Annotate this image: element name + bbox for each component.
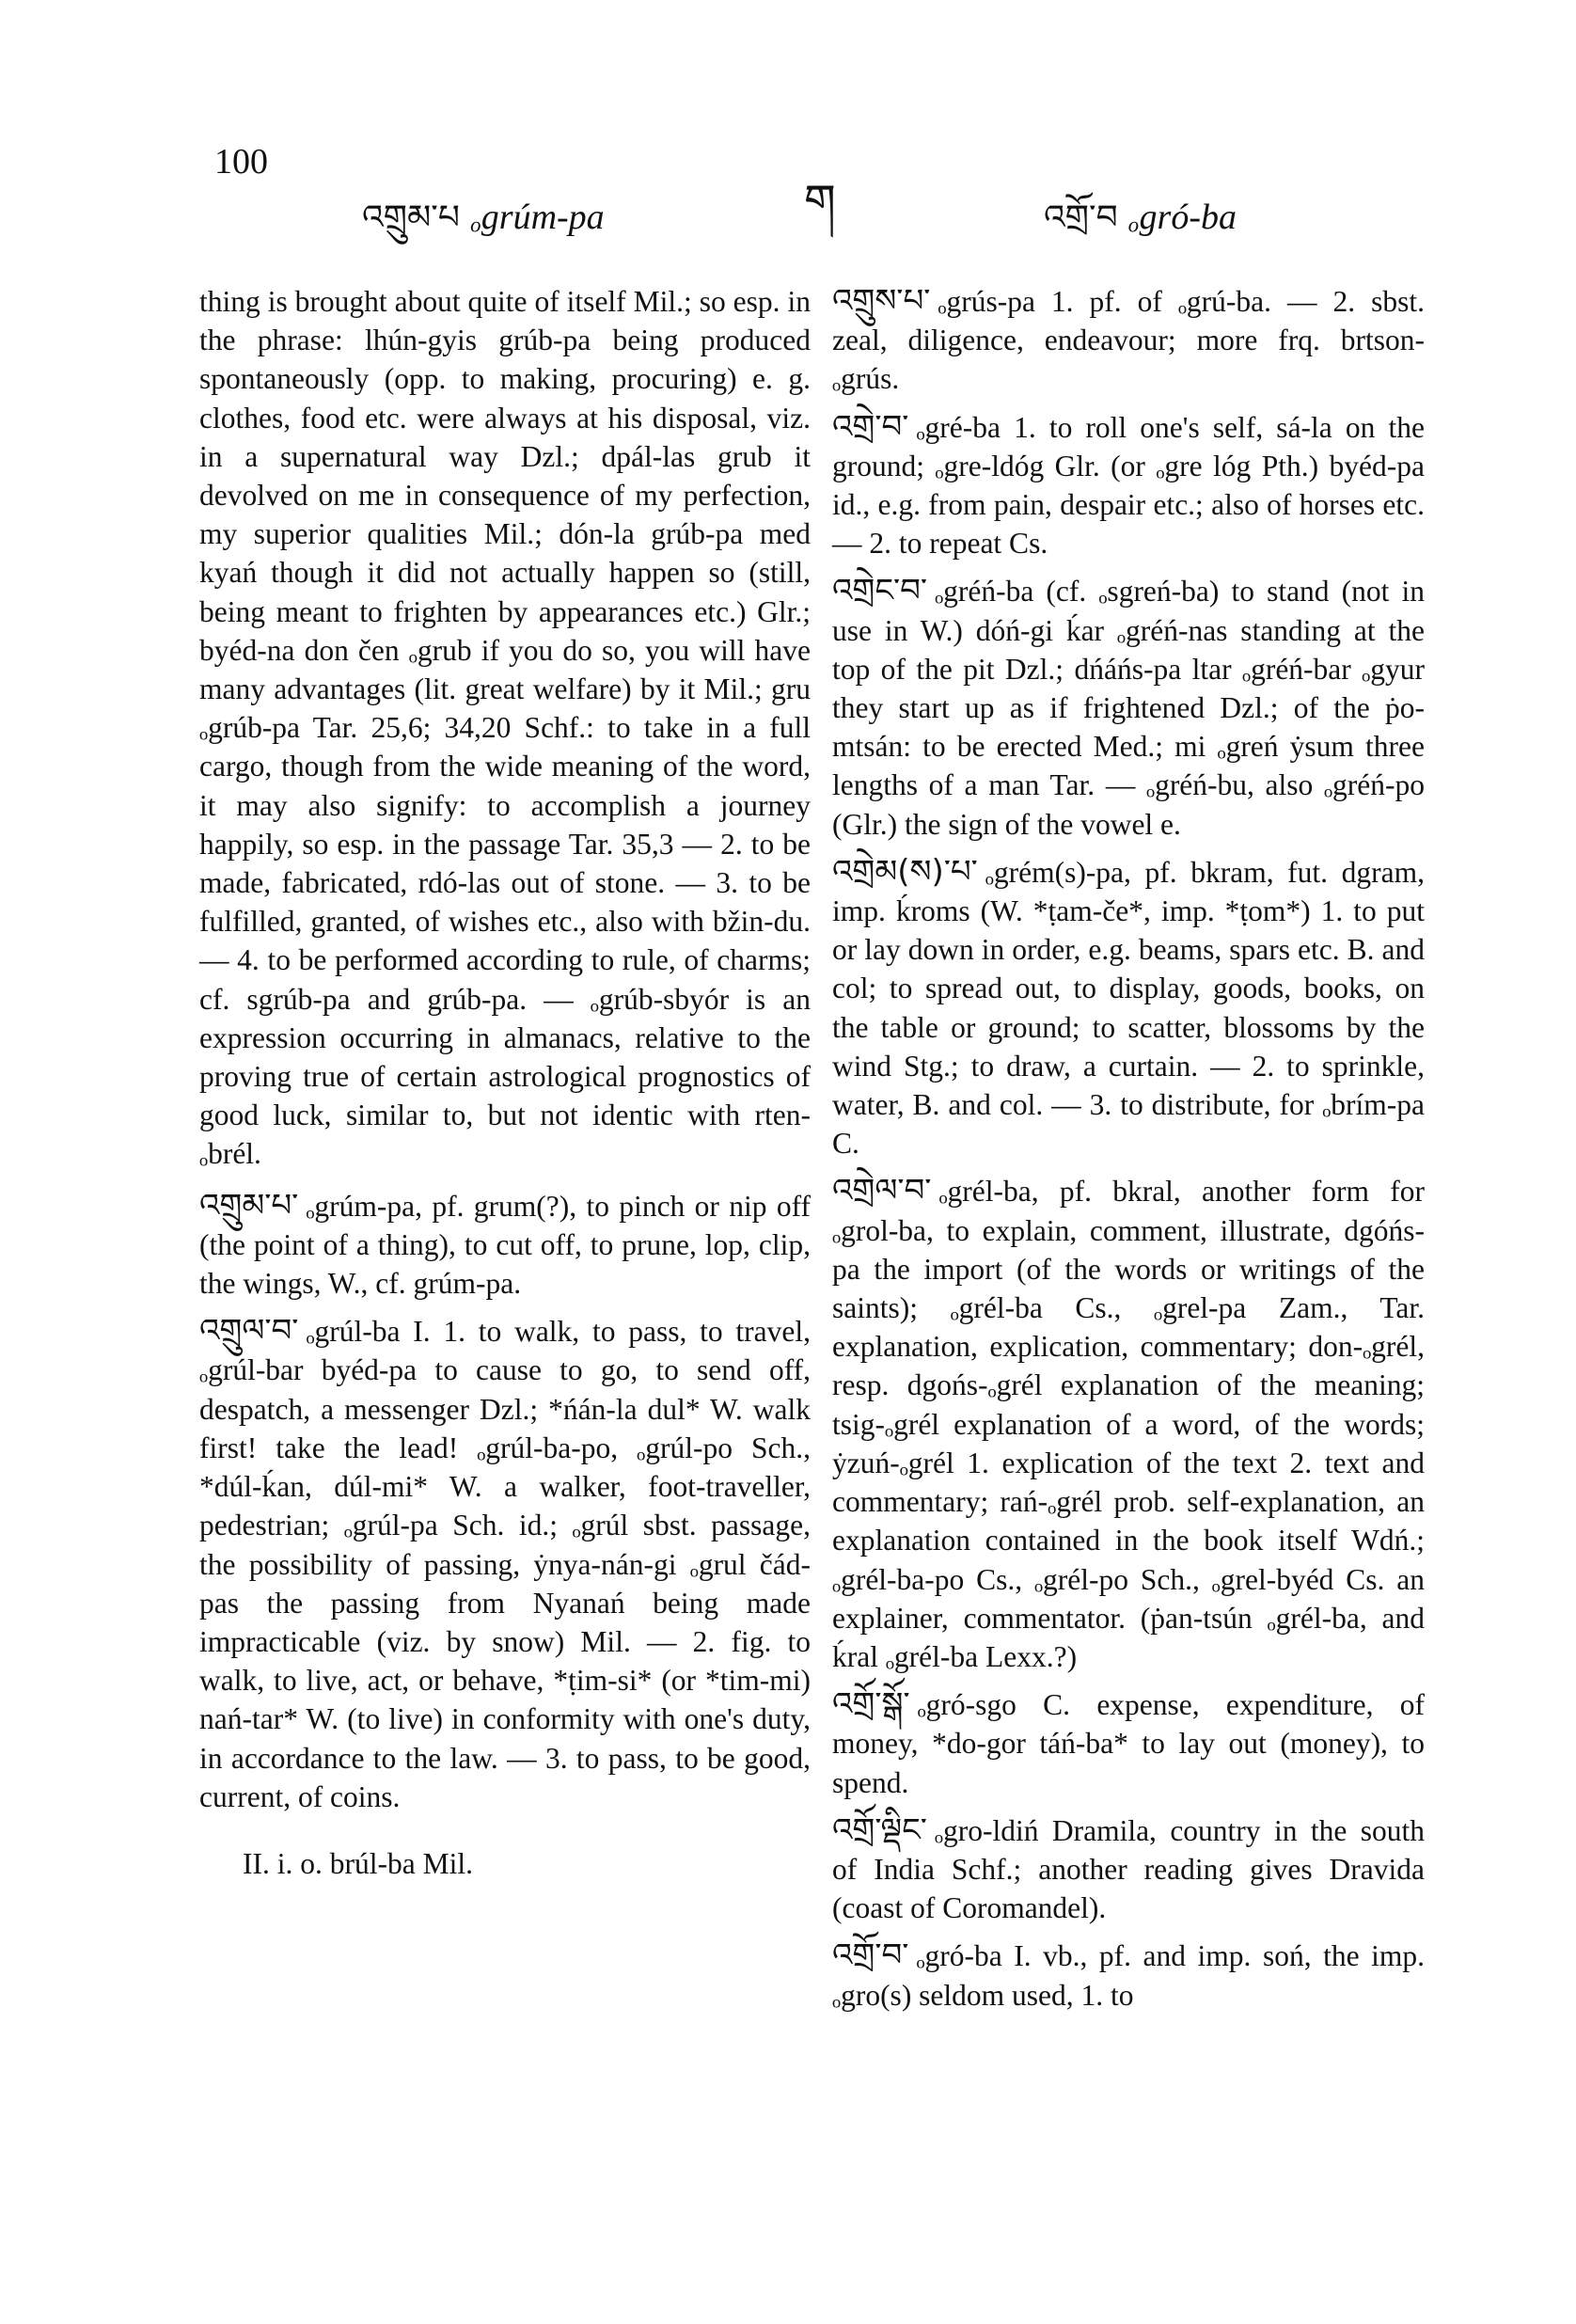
headword-tibetan: འགྲུས་པ་: [832, 282, 931, 320]
headword-tibetan: འགྲུམ་པ་: [199, 1186, 299, 1225]
entry-text: ₒgrús-pa 1. pf. of ₒgrú-ba. — 2. sbst. zeal, diligence, endeavour; more frq. brtson-ₒgrús.: [832, 285, 1425, 396]
continued-entry: thing is brought about quite of itself Mil.; so esp. in the phrase: lhún-gyis grúb-pa being produced spontaneously (opp. to making, procuring) e. g. clothes, food etc. were always at his disposal, viz. in a supernatural way Dzl.; dpál-las grub it devolved on me in consequence of my perfection, my superior qualities Mil.; dón-la grúb-pa med kyań though it did not actually happen so (still, being meant to frighten by appearances etc.) Glr.; byéd-na don čen ₒgrub if you do so, you will have many advantages (lit. great welfare) by it Mil.; gru ₒgrúb-pa Tar. 25,6; 34,20 Schf.: to take in a full cargo, though from the wide meaning of the word, it may also signify: to accomplish a journey happily, so esp. in the passage Tar. 35,3 — 2. to be made, fabricated, rdó-las out of stone. — 3. to be fulfilled, granted, of wishes etc., also with bžin-du. — 4. to be performed according to rule, of charms; cf. sgrúb-pa and grúb-pa. — ₒgrúb-sbyór is an expression occurring in almanacs, relative to the proving true of certain astrological prognostics of good luck, similar to, but not identic with rten-ₒbrél.: [199, 285, 811, 1171]
entry-grem-pa: [832, 853, 1425, 1163]
page-number: 100: [214, 142, 268, 182]
headword-tibetan: འགྲེ་བ་: [832, 407, 909, 446]
left-head-tibetan: འགྲུམ་པ: [362, 198, 460, 237]
headword-tibetan: འགྲོ་བ་: [832, 1937, 909, 1975]
right-head-tibetan: འགྲོ་བ: [1044, 198, 1118, 237]
entry-gro-sgo: [832, 1685, 1425, 1802]
entry-text: ₒgrúl-ba I. 1. to walk, to pass, to travel, ₒgrúl-bar byéd-pa to cause to go, to send off, despatch, a messenger Dzl.; *ńán-la dul* W. walk first! take the lead! ₒgrúl-ba-po, ₒgrúl-po Sch., *dúl-ḱan, dúl-mi* W. a walker, foot-traveller, pedestrian; ₒgrúl-pa Sch. id.; ₒgrúl sbst. passage, the possibility of passing, ẏnya-nán-gi ₒgrul čád-pas the passing from Nyanań being made impracticable (viz. by snow) Mil. — 2. fig. to walk, to live, act, or behave, *ṭim-si* (or *tim-mi) nań-tar* W. (to live) in conformity with one's duty, in accordance to the law. — 3. to pass, to be good, current, of coins.: [199, 1315, 811, 1813]
entry-grel-ba: [832, 1172, 1425, 1676]
entry-text: ₒgro-ldiń Dramila, country in the south of India Schf.; another reading gives Dravida (coast of Coromandel).: [832, 1813, 1425, 1925]
headword-tibetan: འགྲོ་ལྡིང་: [832, 1810, 927, 1849]
headword-tibetan: འགྲུལ་བ་: [199, 1312, 299, 1351]
section-letter: ག: [804, 177, 836, 227]
entry-grul-ba-ii: II. i. o. brúl-ba Mil.: [243, 1846, 473, 1880]
entry-gro-lding: [832, 1811, 1425, 1928]
right-running-head: [1044, 179, 1237, 275]
headword-tibetan: འགྲེམ(ས)་པ་: [832, 852, 978, 891]
left-column: [199, 282, 811, 1913]
entry-text: ₒgrém(s)-pa, pf. bkram, fut. dgram, imp. ḱroms (W. *ṭam-če*, imp. *ṭom*) 1. to put or lay down in order, e.g. beams, spars etc. B. and col; to spread out, to display, goods, books, on the table or ground; to scatter, blossoms by the wind Stg.; to draw, a curtain. — 2. to sprinkle, water, B. and col. — 3. to distribute, for ₒbrím-pa C.: [832, 855, 1425, 1161]
headword-tibetan: འགྲེལ་བ་: [832, 1172, 932, 1210]
entry-grul-ba: [199, 1312, 811, 1816]
entry-text: ₒgrél-ba, pf. bkral, another form for ₒgrol-ba, to explain, comment, illustrate, dgóńs-pa the import (of the words or writings of the saints); ₒgrél-ba Cs., ₒgrel-pa Zam., Tar. explanation, explication, commentary; don-ₒgrél, resp. dgońs-ₒgrél explanation of the meaning; tsig-ₒgrél explanation of a word, of the words; ẏzuń-ₒgrél 1. explication of the text 2. text and commentary; rań-ₒgrél prob. self-explanation, an explanation contained in the book itself Wdń.; ₒgrél-ba-po Cs., ₒgrél-po Sch., ₒgrel-byéd Cs. an explainer, commentator. (ṗan-tsún ₒgrél-ba, and ḱral ₒgrél-ba Lexx.?): [832, 1175, 1425, 1673]
entry-text: ₒgréń-ba (cf. ₒsgreń-ba) to stand (not in use in W.) dóń-gi ḱar ₒgréń-nas standing at the top of the pit Dzl.; dńáńs-pa ltar ₒgréń-bar ₒgyur they start up as if frightened Dzl.; of the ṗo-mtsán: to be erected Med.; mi ₒgreń ẏsum three lengths of a man Tar. — ₒgréń-bu, also ₒgréń-po (Glr.) the sign of the vowel e.: [832, 575, 1425, 841]
entry-text: ₒgró-sgo C. expense, expenditure, of money, *do-gor táń-ba* to lay out (money), to spend.: [832, 1688, 1425, 1799]
entry-text: ₒgrúm-pa, pf. grum(?), to pinch or nip off (the point of a thing), to cut off, to prune, lop, clip, the wings, W., cf. grúm-pa.: [199, 1189, 811, 1301]
page-header: [0, 141, 1576, 245]
entry-greng-ba: [832, 572, 1425, 843]
entry-text: ₒgró-ba I. vb., pf. and imp. soń, the imp. ₒgro(s) seldom used, 1. to: [832, 1939, 1425, 2012]
entry-gre-ba: [832, 408, 1425, 563]
entry-grum-pa: [199, 1187, 811, 1304]
entry-gro-ba: [832, 1937, 1425, 2014]
left-running-head: [362, 179, 605, 275]
entry-grus-pa: [832, 282, 1425, 399]
right-column: [832, 282, 1425, 2024]
entry-text: ₒgré-ba 1. to roll one's self, sá-la on the ground; ₒgre-ldóg Glr. (or ₒgre lóg Pth.) byéd-pa id., e.g. from pain, despair etc.; also of horses etc. — 2. to repeat Cs.: [832, 410, 1425, 561]
headword-tibetan: འགྲོ་སྒོ་: [832, 1685, 910, 1724]
left-head-translit: ₒgrúm-pa: [470, 198, 605, 237]
right-head-translit: ₒgró-ba: [1128, 198, 1237, 237]
headword-tibetan: འགྲེང་བ་: [832, 572, 928, 610]
